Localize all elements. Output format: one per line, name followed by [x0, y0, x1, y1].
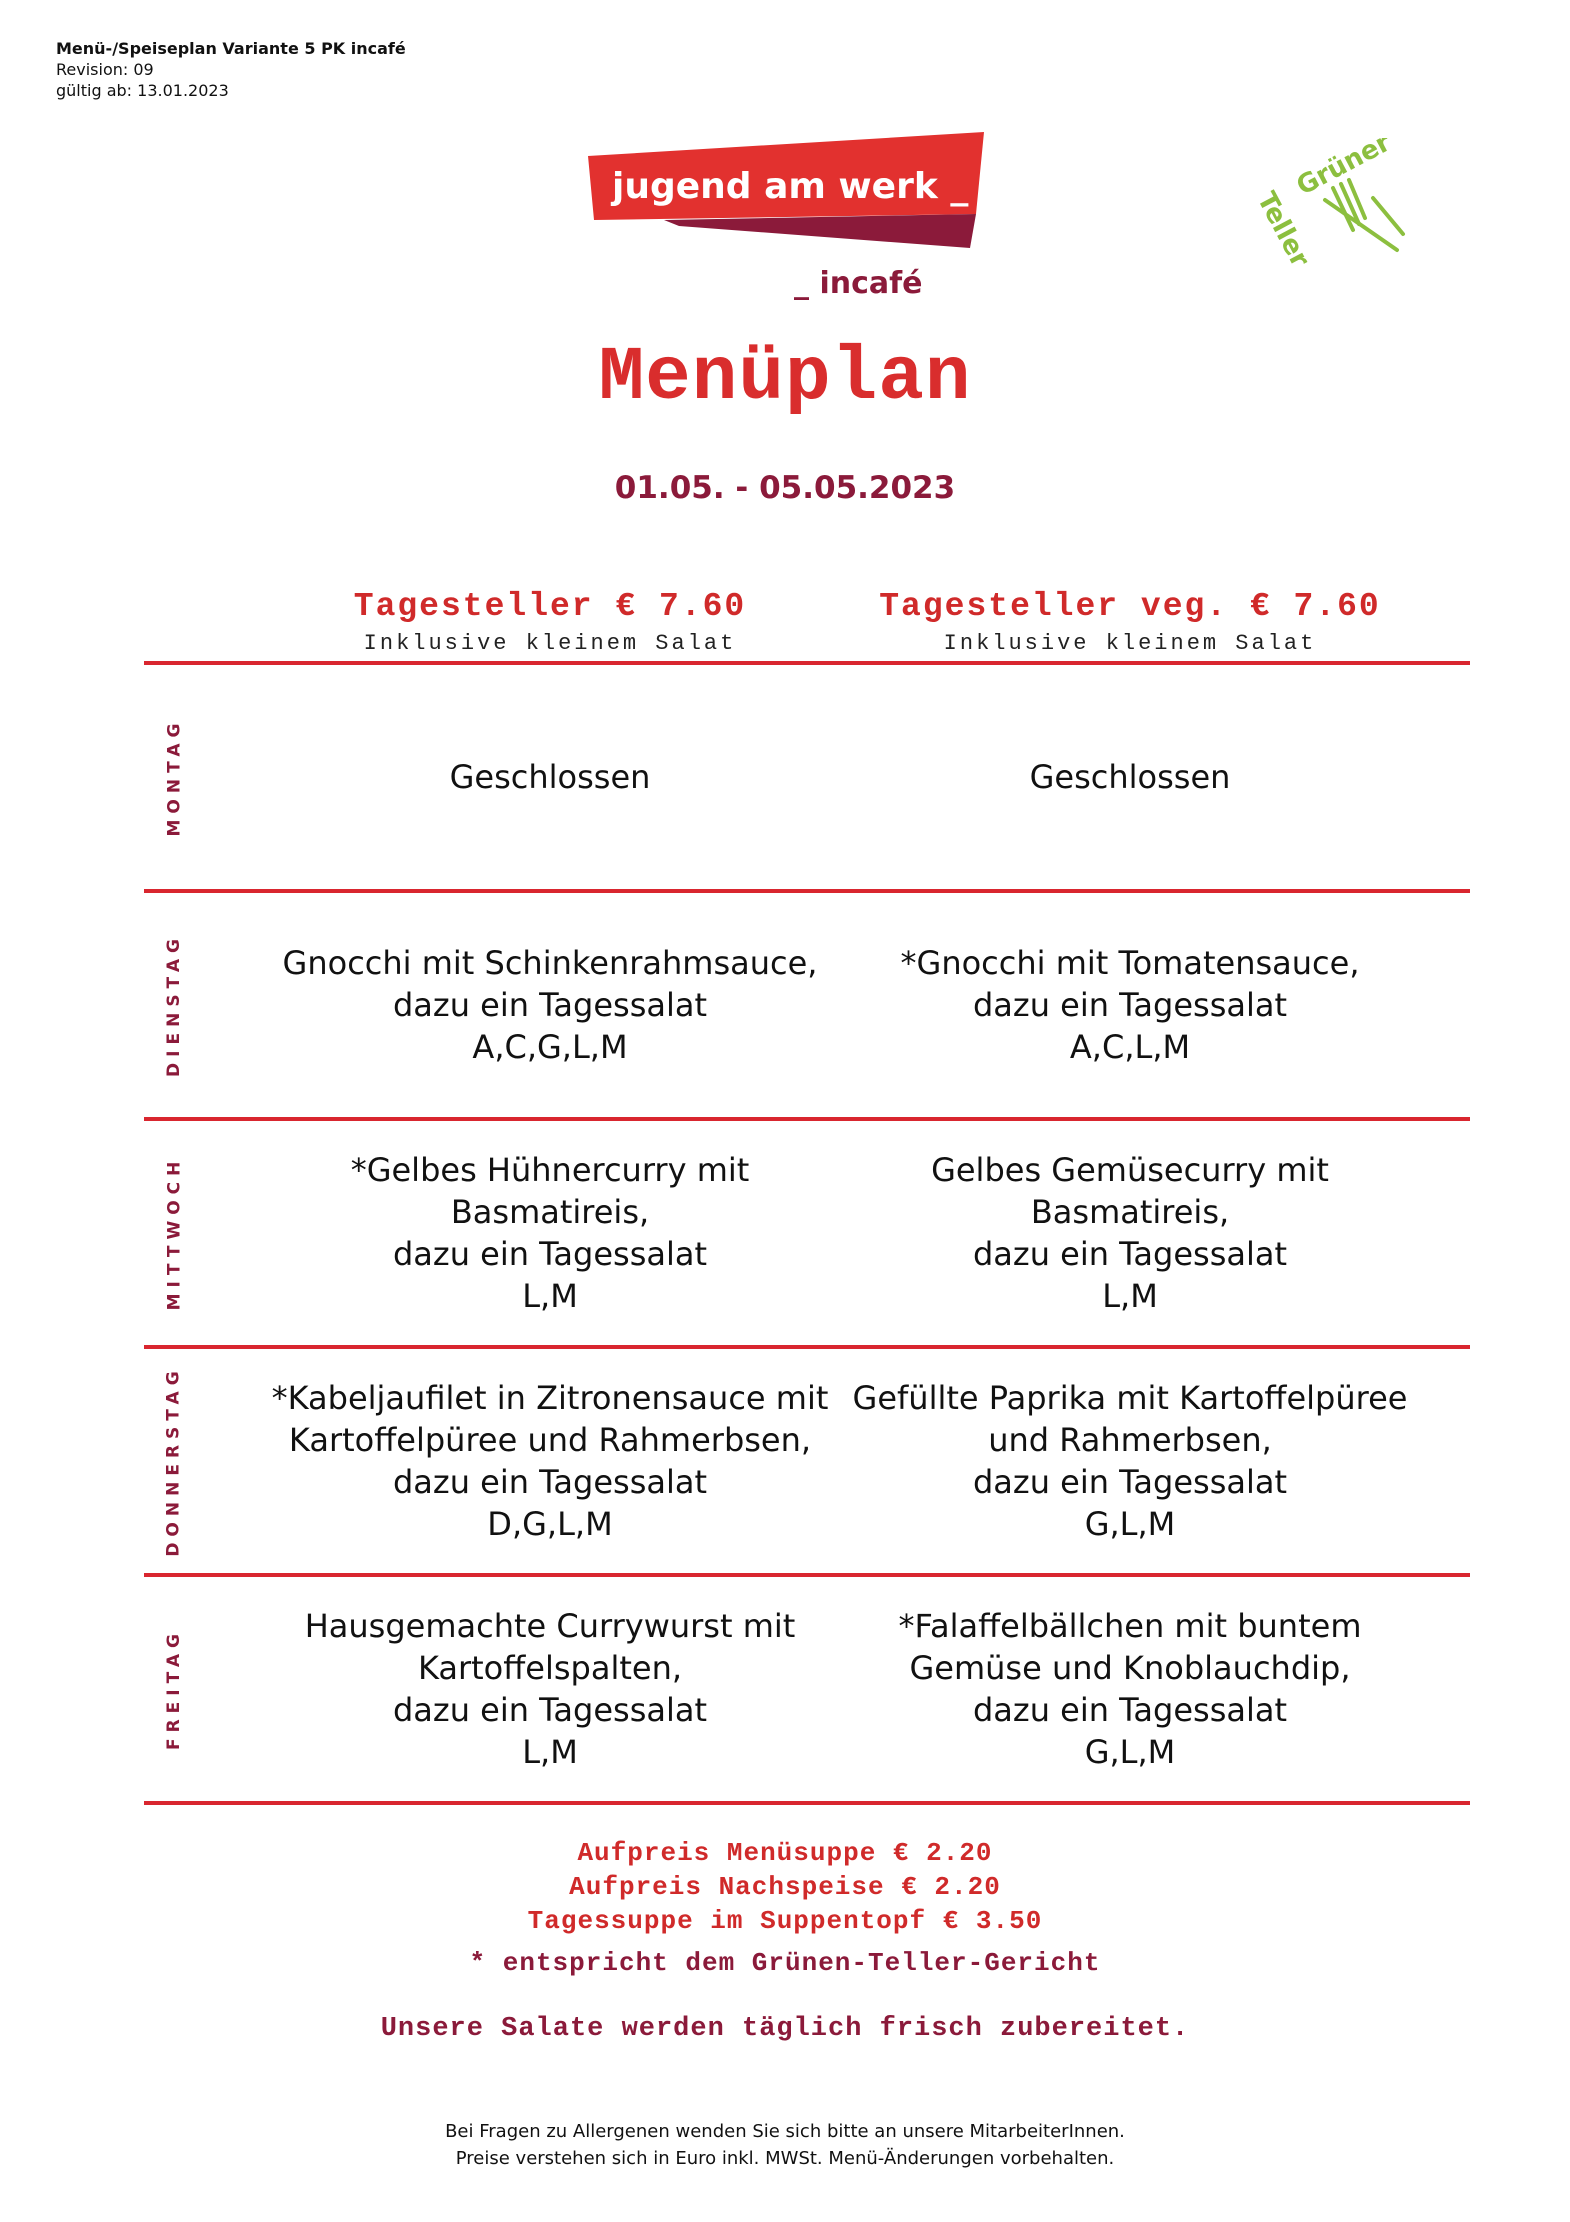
gruener-teller-logo	[1255, 138, 1415, 268]
jugend-am-werk-logo	[584, 130, 994, 305]
day-label-mittwoch: MITTWOCH	[164, 1155, 185, 1311]
document-revision: Revision: 09	[56, 60, 154, 79]
menu-line: Kartoffelpüree und Rahmerbsen,	[288, 1421, 812, 1459]
extra-item: Tagessuppe im Suppentopf € 3.50	[527, 1906, 1043, 1936]
allergen-codes: L,M	[522, 1277, 578, 1315]
document-title: Menü-/Speiseplan Variante 5 PK incafé	[56, 39, 406, 58]
allergen-codes: A,C,G,L,M	[472, 1028, 628, 1066]
menu-line: dazu ein Tagessalat	[972, 1463, 1288, 1501]
menu-line: dazu ein Tagessalat	[392, 1691, 708, 1729]
allergen-codes: L,M	[1102, 1277, 1158, 1315]
gruener-teller-line1: Grüner	[1291, 138, 1396, 202]
menu-cell-freitag-veg	[830, 1577, 1430, 1801]
allergen-codes: D,G,L,M	[487, 1505, 613, 1543]
menu-line: *Gnocchi mit Tomatensauce,	[900, 944, 1360, 982]
menu-line: *Gelbes Hühnercurry mit	[350, 1151, 750, 1189]
day-label-donnerstag: DONNERSTAG	[164, 1365, 185, 1557]
menu-line: dazu ein Tagessalat	[392, 1235, 708, 1273]
allergen-codes: A,C,L,M	[1069, 1028, 1191, 1066]
menu-cell-donnerstag-meat	[250, 1349, 850, 1573]
column-price: Tagesteller € 7.60	[353, 588, 747, 625]
menu-line: Geschlossen	[449, 758, 651, 796]
column-subtitle: Inklusive kleinem Salat	[943, 631, 1317, 656]
green-plate-note: * entspricht dem Grünen-Teller-Gericht	[469, 1948, 1101, 1978]
column-subtitle: Inklusive kleinem Salat	[363, 631, 737, 656]
day-label-dienstag: DIENSTAG	[164, 933, 185, 1077]
menu-line: Basmatireis,	[1030, 1193, 1230, 1231]
menu-line: *Kabeljaufilet in Zitronensauce mit	[271, 1379, 829, 1417]
menu-line: Gefüllte Paprika mit Kartoffelpüree	[852, 1379, 1408, 1417]
menu-cell-montag-meat	[250, 665, 850, 889]
menu-cell-mittwoch-veg	[830, 1121, 1430, 1345]
menu-cell-freitag-meat	[250, 1577, 850, 1801]
menu-line: Gemüse und Knoblauchdip,	[909, 1649, 1351, 1687]
salad-note: Unsere Salate werden täglich frisch zubereitet.	[380, 2014, 1190, 2044]
column-price: Tagesteller veg. € 7.60	[879, 588, 1381, 625]
extra-item: Aufpreis Nachspeise € 2.20	[569, 1872, 1001, 1902]
menu-line: dazu ein Tagessalat	[392, 986, 708, 1024]
gruener-teller-line2: Teller	[1255, 187, 1315, 268]
menu-line: Geschlossen	[1029, 758, 1231, 796]
menu-cell-dienstag-veg	[830, 893, 1430, 1117]
document-valid-from: gültig ab: 13.01.2023	[56, 81, 229, 100]
allergen-codes: G,L,M	[1084, 1505, 1176, 1543]
page-title: Menüplan	[598, 335, 972, 421]
menu-cell-donnerstag-veg	[830, 1349, 1430, 1573]
logo-sub-text: _ incafé	[794, 266, 923, 301]
menu-line: dazu ein Tagessalat	[392, 1463, 708, 1501]
menu-cell-montag-veg	[830, 665, 1430, 889]
footer-line: Bei Fragen zu Allergenen wenden Sie sich bitte an unsere MitarbeiterInnen.	[445, 2121, 1125, 2142]
footer	[0, 2118, 1570, 2172]
menu-cell-mittwoch-meat	[250, 1121, 850, 1345]
extra-item: Aufpreis Menüsuppe € 2.20	[577, 1838, 993, 1868]
menu-line: Kartoffelspalten,	[417, 1649, 683, 1687]
allergen-codes: G,L,M	[1084, 1733, 1176, 1771]
logo-accent-shape	[664, 214, 976, 248]
document-meta	[56, 38, 406, 101]
divider	[144, 1801, 1470, 1805]
allergen-codes: L,M	[522, 1733, 578, 1771]
column-header-meat	[290, 588, 810, 656]
day-label-freitag: FREITAG	[164, 1627, 184, 1751]
menu-line: dazu ein Tagessalat	[972, 986, 1288, 1024]
menu-cell-dienstag-meat	[250, 893, 850, 1117]
date-range: 01.05. - 05.05.2023	[614, 470, 956, 506]
extras-list	[0, 1836, 1570, 1938]
day-label-montag: MONTAG	[164, 717, 185, 837]
menu-line: Gelbes Gemüsecurry mit	[931, 1151, 1329, 1189]
footer-line: Preise verstehen sich in Euro inkl. MWSt. Menü-Änderungen vorbehalten.	[455, 2148, 1115, 2169]
menu-line: Gnocchi mit Schinkenrahmsauce,	[282, 944, 818, 982]
menu-line: dazu ein Tagessalat	[972, 1691, 1288, 1729]
logo-brand-text: jugend am werk _	[612, 166, 969, 207]
menu-line: Basmatireis,	[450, 1193, 650, 1231]
menu-line: und Rahmerbsen,	[988, 1421, 1272, 1459]
column-header-vegetarian	[840, 588, 1420, 656]
menu-line: *Falaffelbällchen mit buntem	[898, 1607, 1362, 1645]
menu-line: Hausgemachte Currywurst mit	[304, 1607, 796, 1645]
fork-knife-icon	[1325, 180, 1403, 250]
menu-line: dazu ein Tagessalat	[972, 1235, 1288, 1273]
